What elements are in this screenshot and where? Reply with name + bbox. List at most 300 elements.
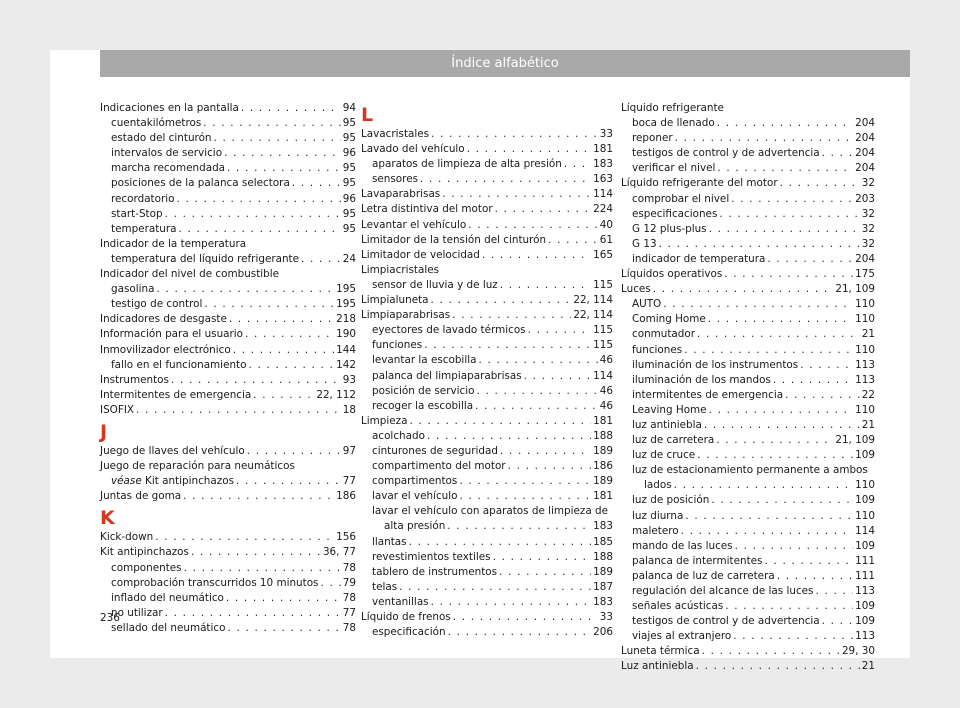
- index-entry: [621, 403, 875, 418]
- index-entry: [621, 644, 875, 659]
- index-entry-term: Leaving Home: [632, 403, 707, 416]
- dot-leader: [800, 358, 853, 373]
- index-entry: [621, 463, 875, 493]
- index-entry: [361, 308, 613, 323]
- index-entry-term: Juego de reparación para neumáticos: [100, 460, 295, 473]
- index-page-ref: 109: [855, 449, 875, 462]
- index-page-ref: 186: [593, 460, 613, 473]
- index-page-ref: 114: [855, 524, 875, 537]
- index-entry: [361, 429, 613, 444]
- index-entry-term: reponer: [632, 132, 673, 145]
- index-entry: [361, 187, 613, 202]
- index-section-letter: L: [361, 104, 374, 126]
- index-entry: [621, 252, 875, 267]
- index-entry: [100, 116, 356, 131]
- index-page-ref: 204: [855, 252, 875, 265]
- index-entry: [100, 146, 356, 161]
- index-entry: [621, 418, 875, 433]
- index-page-ref: 224: [593, 203, 613, 216]
- index-entry: [100, 176, 356, 191]
- dot-leader: [431, 595, 592, 610]
- dot-leader: [724, 267, 853, 282]
- dot-leader: [719, 207, 859, 222]
- index-entry: [621, 282, 875, 297]
- index-entry-term: Luces: [621, 283, 651, 296]
- index-page-ref: 186: [336, 490, 356, 503]
- index-entry-term: testigo de control: [111, 298, 203, 311]
- index-entry-term: estado del cinturón: [111, 132, 212, 145]
- index-entry-term: Limpialuneta: [361, 294, 429, 307]
- index-page-ref: 195: [336, 298, 356, 311]
- index-entry: [621, 176, 875, 191]
- index-entry: [621, 237, 875, 252]
- index-entry: [361, 535, 613, 550]
- index-entry: [621, 433, 875, 448]
- index-page-ref: 22, 112: [316, 388, 356, 401]
- index-page-ref: 22: [861, 388, 875, 401]
- index-page-ref: 110: [855, 509, 875, 522]
- index-page-ref: 203: [855, 192, 875, 205]
- index-entry: [361, 142, 613, 157]
- index-entry-term: eyectores de lavado térmicos: [372, 324, 526, 337]
- index-page-ref: 109: [855, 600, 875, 613]
- index-entry-term: acolchado: [372, 429, 425, 442]
- index-entry: [621, 373, 875, 388]
- index-entry: [621, 146, 875, 161]
- dot-leader: [292, 176, 341, 191]
- index-entry: [361, 580, 613, 595]
- dot-leader: [431, 127, 598, 142]
- dot-leader: [410, 414, 592, 429]
- dot-leader: [467, 142, 591, 157]
- index-entry-term: AUTO: [632, 298, 662, 311]
- dot-leader: [500, 278, 591, 293]
- index-entry: [100, 131, 356, 146]
- dot-leader: [476, 384, 597, 399]
- dot-leader: [709, 222, 860, 237]
- dot-leader: [226, 591, 341, 606]
- index-entry: [100, 606, 356, 621]
- index-entry: [100, 545, 356, 560]
- dot-leader: [245, 327, 334, 342]
- index-column-1: [100, 101, 356, 636]
- index-page-ref: 113: [855, 630, 875, 643]
- dot-leader: [229, 312, 334, 327]
- index-entry-term: ISOFIX: [100, 403, 134, 416]
- index-entry-term: Indicaciones en la pantalla: [100, 102, 239, 114]
- index-entry-term: comprobación transcurridos 10 minutos: [111, 576, 319, 589]
- dot-leader: [773, 373, 853, 388]
- dot-leader: [171, 373, 341, 388]
- dot-leader: [165, 207, 341, 222]
- index-entry-term: aparatos de limpieza de alta presión: [372, 158, 562, 171]
- index-page-ref: 77: [342, 606, 356, 619]
- index-entry-term: Luz antiniebla: [621, 660, 694, 673]
- index-entry: [621, 524, 875, 539]
- index-entry-term-text: Kit antipinchazos: [145, 475, 234, 488]
- dot-leader: [495, 202, 592, 217]
- index-entry: [100, 403, 356, 418]
- index-entry: [100, 530, 356, 545]
- dot-leader: [717, 161, 853, 176]
- index-page-ref: 46: [599, 399, 613, 412]
- dot-leader: [735, 539, 854, 554]
- index-entry: [361, 595, 613, 610]
- dot-leader: [165, 606, 341, 621]
- index-page-ref: 32: [861, 177, 875, 190]
- index-entry: [100, 343, 356, 358]
- index-entry-term: ventanillas: [372, 595, 429, 608]
- index-page-ref: 95: [342, 207, 356, 220]
- index-entry-term: regulación del alcance de las luces: [632, 585, 814, 597]
- index-entry-term: señales acústicas: [632, 600, 724, 613]
- index-entry-term: temperatura: [111, 222, 177, 235]
- index-page-ref: 78: [342, 591, 356, 604]
- dot-leader: [659, 237, 860, 252]
- dot-leader: [704, 418, 860, 433]
- index-page-ref: 190: [336, 328, 356, 341]
- index-entry-term: Limpiacristales: [361, 263, 440, 276]
- dot-leader: [780, 176, 860, 191]
- index-entry-term: Instrumentos: [100, 373, 169, 386]
- index-page-ref: 21: [861, 328, 875, 341]
- index-entry-term: fallo en el funcionamiento: [111, 358, 247, 371]
- index-entry-term: gasolina: [111, 283, 155, 296]
- index-entry-term: luz de cruce: [632, 449, 696, 462]
- dot-leader: [203, 116, 340, 131]
- dot-leader: [697, 448, 853, 463]
- page-number: 236: [100, 612, 120, 624]
- index-page-ref: 46: [599, 354, 613, 367]
- index-entry: [621, 584, 875, 599]
- dot-leader: [733, 629, 853, 644]
- index-entry: [361, 323, 613, 338]
- index-entry-term: Información para el usuario: [100, 328, 244, 341]
- index-entry-term: recordatorio: [111, 192, 175, 205]
- index-page-ref: 183: [593, 158, 613, 171]
- index-entry: [361, 384, 613, 399]
- index-page-ref: 181: [593, 490, 613, 503]
- dot-leader: [653, 282, 834, 297]
- dot-leader: [528, 323, 592, 338]
- index-see-reference: véase: [111, 475, 142, 488]
- index-entry-term: palanca del limpiaparabrisas: [372, 369, 522, 382]
- index-page-ref: 109: [855, 494, 875, 507]
- index-entry: [100, 267, 356, 282]
- dot-leader: [524, 369, 591, 384]
- index-entry-term: Limpieza: [361, 414, 408, 427]
- dot-leader: [684, 343, 853, 358]
- index-entry-term: no utilizar: [111, 606, 163, 619]
- index-entry: [361, 353, 613, 368]
- index-page-ref: 181: [593, 414, 613, 427]
- index-entry: [100, 621, 356, 636]
- dot-leader: [420, 172, 591, 187]
- dot-leader: [822, 614, 853, 629]
- index-page-ref: 22, 114: [573, 294, 613, 307]
- index-entry-term: G 12 plus-plus: [632, 222, 707, 235]
- index-page-ref: 22, 114: [573, 309, 613, 322]
- index-page-ref: 21: [861, 418, 875, 431]
- dot-leader: [179, 222, 341, 237]
- index-entry: [100, 237, 356, 252]
- index-entry: [100, 101, 356, 116]
- index-page-ref: 204: [855, 162, 875, 175]
- index-entry-term: luz de estacionamiento permanente a ambos: [632, 464, 868, 477]
- dot-leader: [482, 248, 591, 263]
- index-entry-term: Líquidos operativos: [621, 268, 723, 281]
- index-entry-term: luz de carretera: [632, 434, 715, 447]
- index-page-ref: 206: [593, 626, 613, 639]
- index-page-ref: 188: [593, 429, 613, 442]
- index-entry-term: sensor de lluvia y de luz: [372, 278, 498, 291]
- index-entry: [621, 327, 875, 342]
- index-entry-term: Líquido de frenos: [361, 611, 451, 623]
- index-page-ref: 183: [593, 520, 613, 533]
- index-page-ref: 29, 30: [841, 645, 875, 658]
- index-entry: [621, 297, 875, 312]
- index-entry-term: Coming Home: [632, 313, 706, 326]
- index-entry: [621, 554, 875, 569]
- dot-leader: [136, 403, 341, 418]
- index-page-ref: 96: [342, 192, 356, 205]
- dot-leader: [156, 282, 334, 297]
- dot-leader: [253, 388, 314, 403]
- index-section-letter: J: [100, 420, 108, 443]
- index-entry-term: luz antiniebla: [632, 418, 702, 431]
- index-page-ref: 181: [593, 143, 613, 156]
- index-page-ref: 187: [593, 580, 613, 593]
- index-entry: [100, 561, 356, 576]
- index-page-ref: 114: [593, 188, 613, 201]
- index-entry-term: componentes: [111, 561, 182, 574]
- index-entry: [621, 207, 875, 222]
- index-page-ref: 78: [342, 561, 356, 574]
- index-entry: [361, 338, 613, 353]
- index-entry-term: cinturones de seguridad: [372, 444, 498, 457]
- index-page-ref: 18: [342, 403, 356, 416]
- index-page-ref: 113: [855, 373, 875, 386]
- dot-leader: [248, 358, 334, 373]
- index-entry-term: iluminación de los mandos: [632, 373, 771, 386]
- dot-leader: [499, 565, 591, 580]
- index-entry-term: Kit antipinchazos: [100, 546, 189, 559]
- index-entry: [621, 448, 875, 463]
- index-entry: [100, 474, 356, 489]
- index-entry: [621, 343, 875, 358]
- dot-leader: [191, 545, 321, 560]
- dot-leader: [301, 252, 341, 267]
- index-page-ref: 97: [342, 444, 356, 457]
- dot-leader: [247, 444, 341, 459]
- index-page-ref: 36, 77: [322, 546, 356, 559]
- index-entry: [100, 207, 356, 222]
- index-entry-term: Juego de llaves del vehículo: [100, 444, 245, 457]
- index-entry-term: testigos de control y de advertencia: [632, 615, 820, 628]
- index-entry-term: sensores: [372, 173, 419, 186]
- index-entry: [621, 493, 875, 508]
- index-entry: [361, 293, 613, 308]
- index-page-ref: 113: [855, 358, 875, 371]
- index-entry-term: lavar el vehículo con aparatos de limpieza de: [372, 505, 609, 518]
- index-entry: [100, 252, 356, 267]
- index-entry-term: llantas: [372, 535, 407, 548]
- index-entry: [621, 659, 875, 674]
- index-entry-term: telas: [372, 580, 398, 593]
- index-entry: [361, 610, 613, 625]
- dot-leader: [409, 535, 592, 550]
- index-entry-term: G 13: [632, 237, 657, 250]
- index-entry-term: Kick-down: [100, 531, 154, 544]
- dot-leader: [214, 131, 341, 146]
- index-entry-term: boca de llenado: [632, 117, 715, 130]
- index-entry: [100, 297, 356, 312]
- dot-leader: [177, 192, 341, 207]
- dot-leader: [427, 429, 591, 444]
- index-entry-term: [111, 474, 234, 489]
- index-entry: [621, 131, 875, 146]
- index-entry-term: cuentakilómetros: [111, 117, 202, 130]
- index-entry-term: Lavacristales: [361, 128, 430, 140]
- index-entry: [100, 591, 356, 606]
- dot-leader: [681, 524, 854, 539]
- index-page-ref: 111: [855, 569, 875, 582]
- index-entry: [361, 489, 613, 504]
- index-column-3: [621, 101, 875, 675]
- index-entry: [361, 625, 613, 640]
- index-entry-term: conmutador: [632, 328, 696, 341]
- dot-leader: [204, 297, 334, 312]
- index-entry: [621, 629, 875, 644]
- index-entry-term: funciones: [372, 339, 423, 352]
- index-entry: [361, 202, 613, 217]
- dot-leader: [241, 101, 341, 116]
- index-entry: [621, 222, 875, 237]
- dot-leader: [468, 218, 598, 233]
- index-entry: [361, 565, 613, 580]
- index-entry-term: Líquido refrigerante del motor: [621, 177, 778, 190]
- index-page-ref: 156: [336, 531, 356, 544]
- index-entry-term: testigos de control y de advertencia: [632, 147, 820, 160]
- index-entry: [100, 192, 356, 207]
- index-entry-term: tablero de instrumentos: [372, 565, 498, 578]
- document-page: [50, 50, 910, 673]
- index-page-ref: 110: [855, 298, 875, 311]
- dot-leader: [448, 625, 592, 640]
- index-entry-term: intervalos de servicio: [111, 147, 223, 160]
- index-entry-term: compartimento del motor: [372, 460, 506, 473]
- dot-leader: [777, 569, 853, 584]
- index-entry: [621, 358, 875, 373]
- dot-leader: [399, 580, 591, 595]
- index-page-ref: 110: [855, 479, 875, 492]
- index-entry-term: levantar la escobilla: [372, 354, 477, 367]
- dot-leader: [233, 343, 334, 358]
- dot-leader: [447, 519, 591, 534]
- index-page-ref: 163: [593, 173, 613, 186]
- index-entry-term: viajes al extranjero: [632, 630, 732, 643]
- dot-leader: [564, 157, 591, 172]
- index-page-ref: 46: [599, 384, 613, 397]
- index-entry: [100, 444, 356, 459]
- index-entry: [621, 267, 875, 282]
- index-entry: [100, 459, 356, 474]
- index-entry-term: temperatura del líquido refrigerante: [111, 252, 300, 265]
- index-page-ref: 110: [855, 313, 875, 326]
- index-entry-term: posiciones de la palanca selectora: [111, 177, 290, 190]
- index-page-ref: 115: [593, 339, 613, 352]
- index-page-ref: 40: [599, 218, 613, 231]
- index-page-ref: 189: [593, 444, 613, 457]
- index-page-ref: 21, 109: [835, 434, 875, 447]
- dot-leader: [764, 554, 853, 569]
- index-entry: [621, 116, 875, 131]
- index-page-ref: 185: [593, 535, 613, 548]
- index-entry-term: Líquido refrigerante: [621, 102, 724, 114]
- dot-leader: [453, 610, 598, 625]
- index-entry-term: lados: [644, 479, 672, 492]
- dot-leader: [478, 353, 597, 368]
- dot-leader: [459, 474, 591, 489]
- dot-leader: [442, 187, 591, 202]
- index-entry: [100, 489, 356, 504]
- index-entry-term: especificaciones: [632, 207, 718, 220]
- index-entry: [100, 576, 356, 591]
- dot-leader: [500, 444, 591, 459]
- index-entry: [100, 161, 356, 176]
- index-entry: [361, 218, 613, 233]
- index-entry-term: iluminación de los instrumentos: [632, 358, 799, 371]
- index-page-ref: 61: [599, 233, 613, 246]
- index-entry: [100, 282, 356, 297]
- dot-leader: [731, 192, 853, 207]
- index-page-ref: 195: [336, 283, 356, 296]
- dot-leader: [709, 403, 854, 418]
- index-page-ref: 183: [593, 595, 613, 608]
- index-entry-term: Limpiaparabrisas: [361, 309, 451, 322]
- index-entry-term: inflado del neumático: [111, 591, 224, 604]
- index-entry-term: especificación: [372, 626, 446, 639]
- index-entry-term: recoger la escobilla: [372, 399, 474, 412]
- dot-leader: [227, 621, 340, 636]
- index-entry: [361, 278, 613, 293]
- dot-leader: [663, 297, 853, 312]
- index-entry: [361, 399, 613, 414]
- index-page-ref: 33: [599, 128, 613, 140]
- index-page-ref: 114: [593, 369, 613, 382]
- index-entry: [361, 172, 613, 187]
- index-page-ref: 165: [593, 248, 613, 261]
- index-entry: [361, 233, 613, 248]
- index-page-ref: 188: [593, 550, 613, 563]
- index-entry-term: compartimentos: [372, 475, 458, 488]
- index-entry: [361, 369, 613, 384]
- index-entry: [621, 161, 875, 176]
- index-page-ref: 204: [855, 117, 875, 130]
- index-column-2: [361, 101, 613, 640]
- index-entry: [100, 222, 356, 237]
- index-page-ref: 142: [336, 358, 356, 371]
- index-page-ref: 32: [861, 237, 875, 250]
- index-entry: [621, 599, 875, 614]
- index-entry: [361, 504, 613, 534]
- index-page-ref: 33: [599, 611, 613, 623]
- index-entry-term: Indicadores de desgaste: [100, 313, 227, 326]
- index-page-ref: 21: [861, 660, 875, 673]
- index-page-ref: 204: [855, 147, 875, 160]
- dot-leader: [785, 388, 860, 403]
- index-page-ref: 218: [336, 313, 356, 326]
